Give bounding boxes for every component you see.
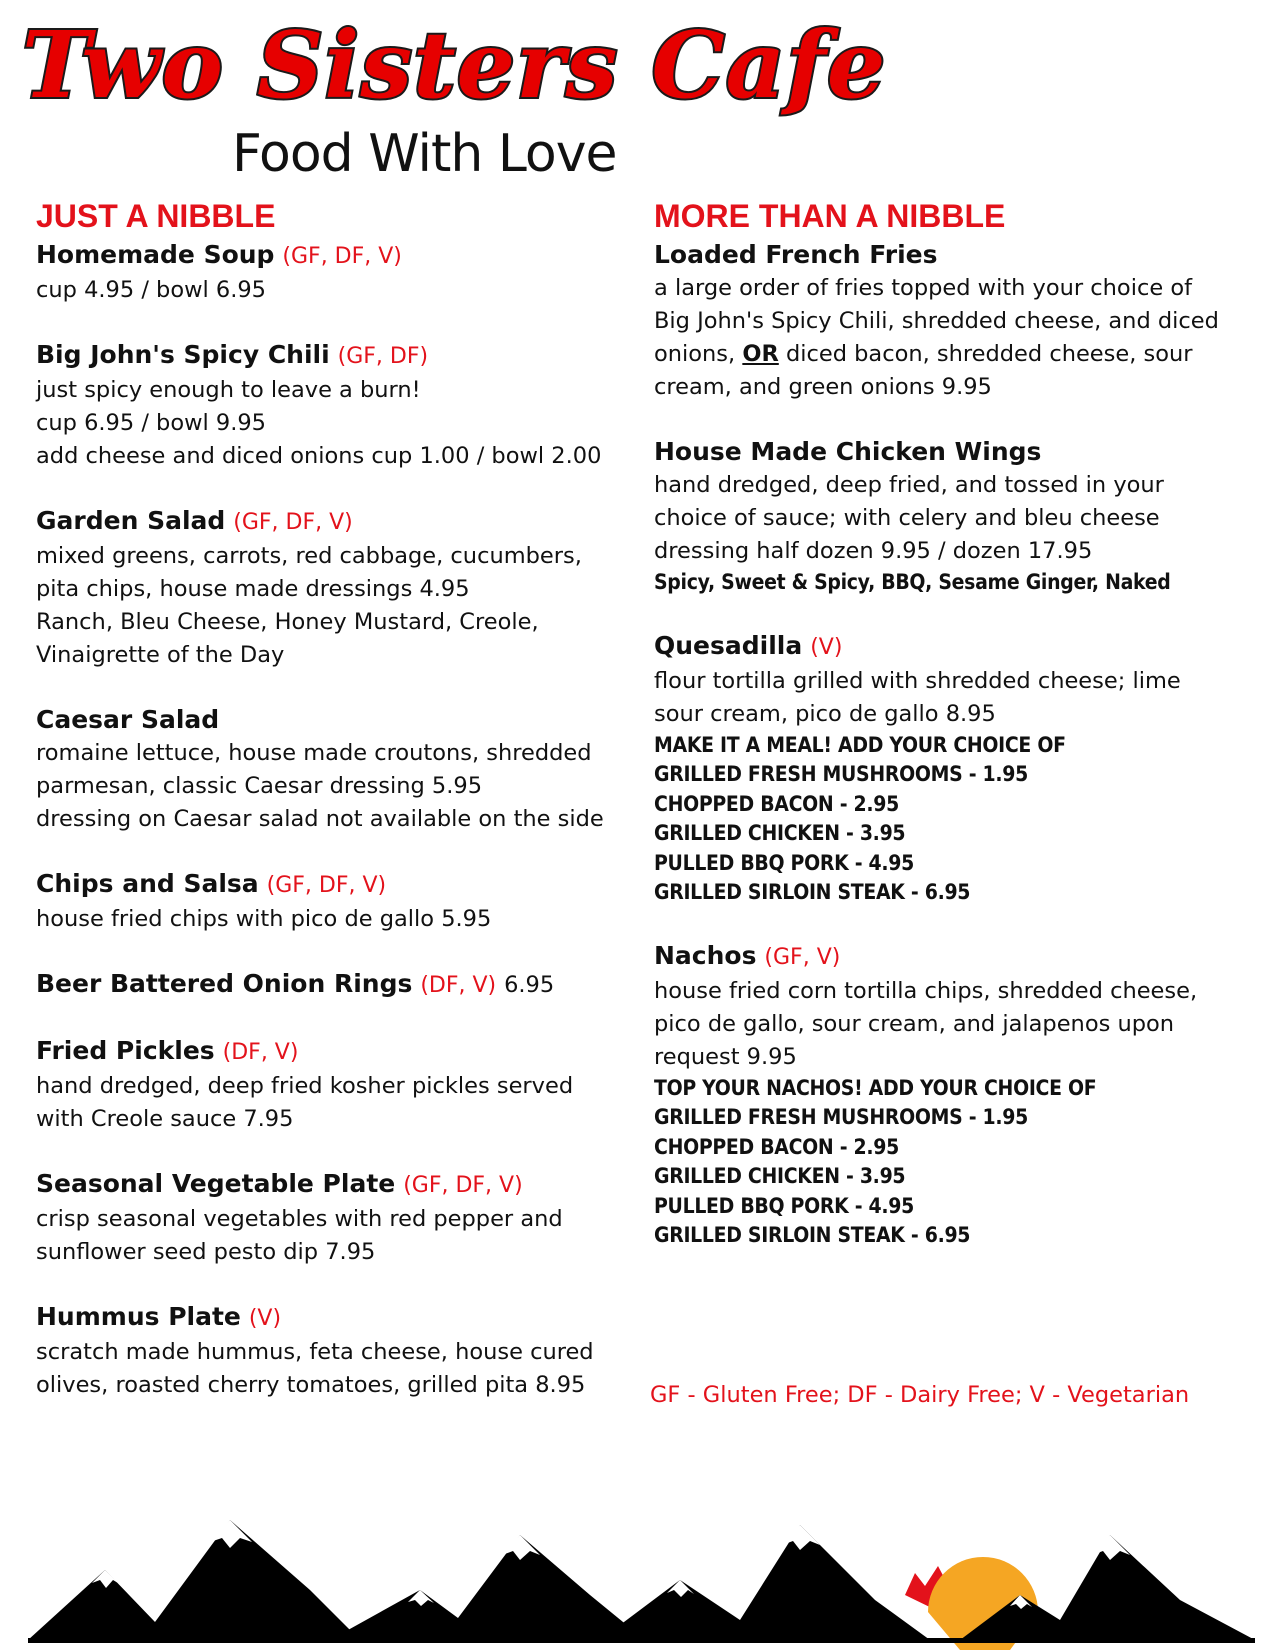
dietary-tags: (GF, DF, V) (403, 1173, 523, 1198)
item-name: Chips and Salsa (36, 869, 259, 898)
mountain-range-sunset-icon (0, 1500, 1275, 1650)
item-description: Big John's Spicy Chili, shredded cheese, and diced (654, 308, 1219, 334)
sauce-options: Spicy, Sweet & Spicy, BBQ, Sesame Ginger, Naked (654, 570, 1171, 594)
cafe-logo (22, 10, 887, 184)
addon-option: CHOPPED BACON - 2.95 (654, 1134, 899, 1159)
item-description: request 9.95 (654, 1043, 797, 1070)
section-title-just-a-nibble: JUST A NIBBLE (36, 198, 276, 234)
item-description: pita chips, house made dressings 4.95 (36, 576, 470, 602)
item-description: crisp seasonal vegetables with red pepper and (36, 1206, 563, 1232)
addon-option: PULLED BBQ PORK - 4.95 (654, 1193, 914, 1218)
tagline: Food With Love (232, 124, 617, 184)
menu-item-chips-and-salsa (36, 867, 626, 936)
menu-item-spicy-chili (36, 338, 626, 473)
item-name: House Made Chicken Wings (654, 437, 1042, 466)
dietary-legend: GF - Gluten Free; DF - Dairy Free; V - Vegetarian (650, 1382, 1190, 1408)
menu-item-fried-pickles (36, 1034, 626, 1136)
item-addon: add cheese and diced onions cup 1.00 / bowl 2.00 (36, 443, 602, 469)
item-description: parmesan, classic Caesar dressing 5.95 (36, 773, 483, 799)
addon-option: PULLED BBQ PORK - 4.95 (654, 850, 914, 875)
menu-item-garden-salad (36, 504, 626, 672)
item-description: sour cream, pico de gallo 8.95 (654, 700, 996, 727)
menu-item-onion-rings (36, 967, 626, 1003)
item-name: Quesadilla (654, 630, 803, 660)
item-description: romaine lettuce, house made croutons, shredded (36, 740, 592, 766)
dietary-tags: (GF, DF, V) (266, 873, 387, 898)
item-description: hand dredged, deep fried, and tossed in your (654, 472, 1164, 498)
item-price: dressing half dozen 9.95 / dozen 17.95 (654, 538, 1093, 564)
item-note: dressing on Caesar salad not available on the side (36, 806, 604, 832)
just-a-nibble-section (36, 196, 626, 1433)
addon-option: GRILLED SIRLOIN STEAK - 6.95 (654, 880, 971, 904)
menu-item-caesar-salad (36, 703, 626, 836)
item-name: Beer Battered Onion Rings (36, 969, 413, 998)
item-name: Seasonal Vegetable Plate (36, 1169, 396, 1198)
item-description: onions, OR diced bacon, shredded cheese, sour (654, 341, 1193, 367)
dietary-tags: (GF, DF) (337, 344, 429, 369)
menu-item-nachos (654, 939, 1234, 1251)
item-name: Loaded French Fries (654, 240, 938, 269)
item-name: Nachos (654, 940, 757, 970)
addon-option: GRILLED SIRLOIN STEAK - 6.95 (654, 1223, 971, 1247)
item-description: sunflower seed pesto dip 7.95 (36, 1239, 376, 1265)
item-description: cream, and green onions 9.95 (654, 374, 992, 400)
item-name: Caesar Salad (36, 705, 220, 734)
item-name: Hummus Plate (36, 1302, 241, 1331)
addon-heading: MAKE IT A MEAL! ADD YOUR CHOICE OF (654, 732, 1066, 757)
item-price: 6.95 (504, 972, 555, 998)
item-description: Ranch, Bleu Cheese, Honey Mustard, Creole, (36, 609, 539, 635)
item-name: Homemade Soup (36, 240, 275, 269)
dietary-tags: (DF, V) (420, 973, 497, 998)
item-description: a large order of fries topped with your choice of (654, 275, 1193, 301)
item-description: flour tortilla grilled with shredded cheese; lime (654, 667, 1181, 694)
item-description: house fried chips with pico de gallo 5.95 (36, 906, 492, 932)
item-description: scratch made hummus, feta cheese, house cured (36, 1339, 594, 1365)
item-name: Big John's Spicy Chili (36, 340, 330, 369)
brand-name: Two Sisters Cafe (22, 11, 887, 119)
more-than-a-nibble-section (654, 196, 1234, 1282)
addon-option: GRILLED FRESH MUSHROOMS - 1.95 (654, 762, 1028, 786)
item-price: cup 6.95 / bowl 9.95 (36, 410, 266, 436)
item-name: Fried Pickles (36, 1036, 215, 1065)
menu-item-vegetable-plate (36, 1167, 626, 1269)
item-description: just spicy enough to leave a burn! (36, 377, 421, 403)
item-description: house fried corn tortilla chips, shredded cheese, (654, 977, 1198, 1004)
item-description: pico de gallo, sour cream, and jalapenos upon (654, 1010, 1175, 1037)
menu-item-homemade-soup (36, 238, 626, 307)
item-description: choice of sauce; with celery and bleu cheese (654, 505, 1160, 531)
dietary-tags: (V) (248, 1306, 282, 1331)
dietary-tags: (V) (810, 634, 843, 660)
menu-item-loaded-fries (654, 238, 1234, 404)
item-name: Garden Salad (36, 506, 226, 535)
item-description: Vinaigrette of the Day (36, 642, 285, 668)
item-description: with Creole sauce 7.95 (36, 1106, 294, 1132)
menu-item-quesadilla (654, 629, 1234, 908)
section-title-more-than-a-nibble: MORE THAN A NIBBLE (654, 198, 1006, 234)
addon-option: CHOPPED BACON - 2.95 (654, 791, 899, 816)
addon-option: GRILLED CHICKEN - 3.95 (654, 1164, 906, 1188)
dietary-tags: (DF, V) (222, 1040, 299, 1065)
addon-heading: TOP YOUR NACHOS! ADD YOUR CHOICE OF (654, 1075, 1097, 1100)
addon-option: GRILLED FRESH MUSHROOMS - 1.95 (654, 1105, 1028, 1129)
or-emphasis: OR (742, 341, 779, 367)
menu-item-hummus-plate (36, 1300, 626, 1402)
menu-item-chicken-wings (654, 435, 1234, 598)
dietary-tags: (GF, V) (764, 944, 841, 970)
item-description: cup 4.95 / bowl 6.95 (36, 277, 266, 303)
item-description: mixed greens, carrots, red cabbage, cucumbers, (36, 543, 582, 569)
item-description: olives, roasted cherry tomatoes, grilled pita 8.95 (36, 1372, 586, 1398)
item-description: hand dredged, deep fried kosher pickles served (36, 1073, 574, 1099)
addon-option: GRILLED CHICKEN - 3.95 (654, 821, 906, 845)
dietary-tags: (GF, DF, V) (233, 510, 353, 535)
dietary-tags: (GF, DF, V) (282, 244, 402, 269)
